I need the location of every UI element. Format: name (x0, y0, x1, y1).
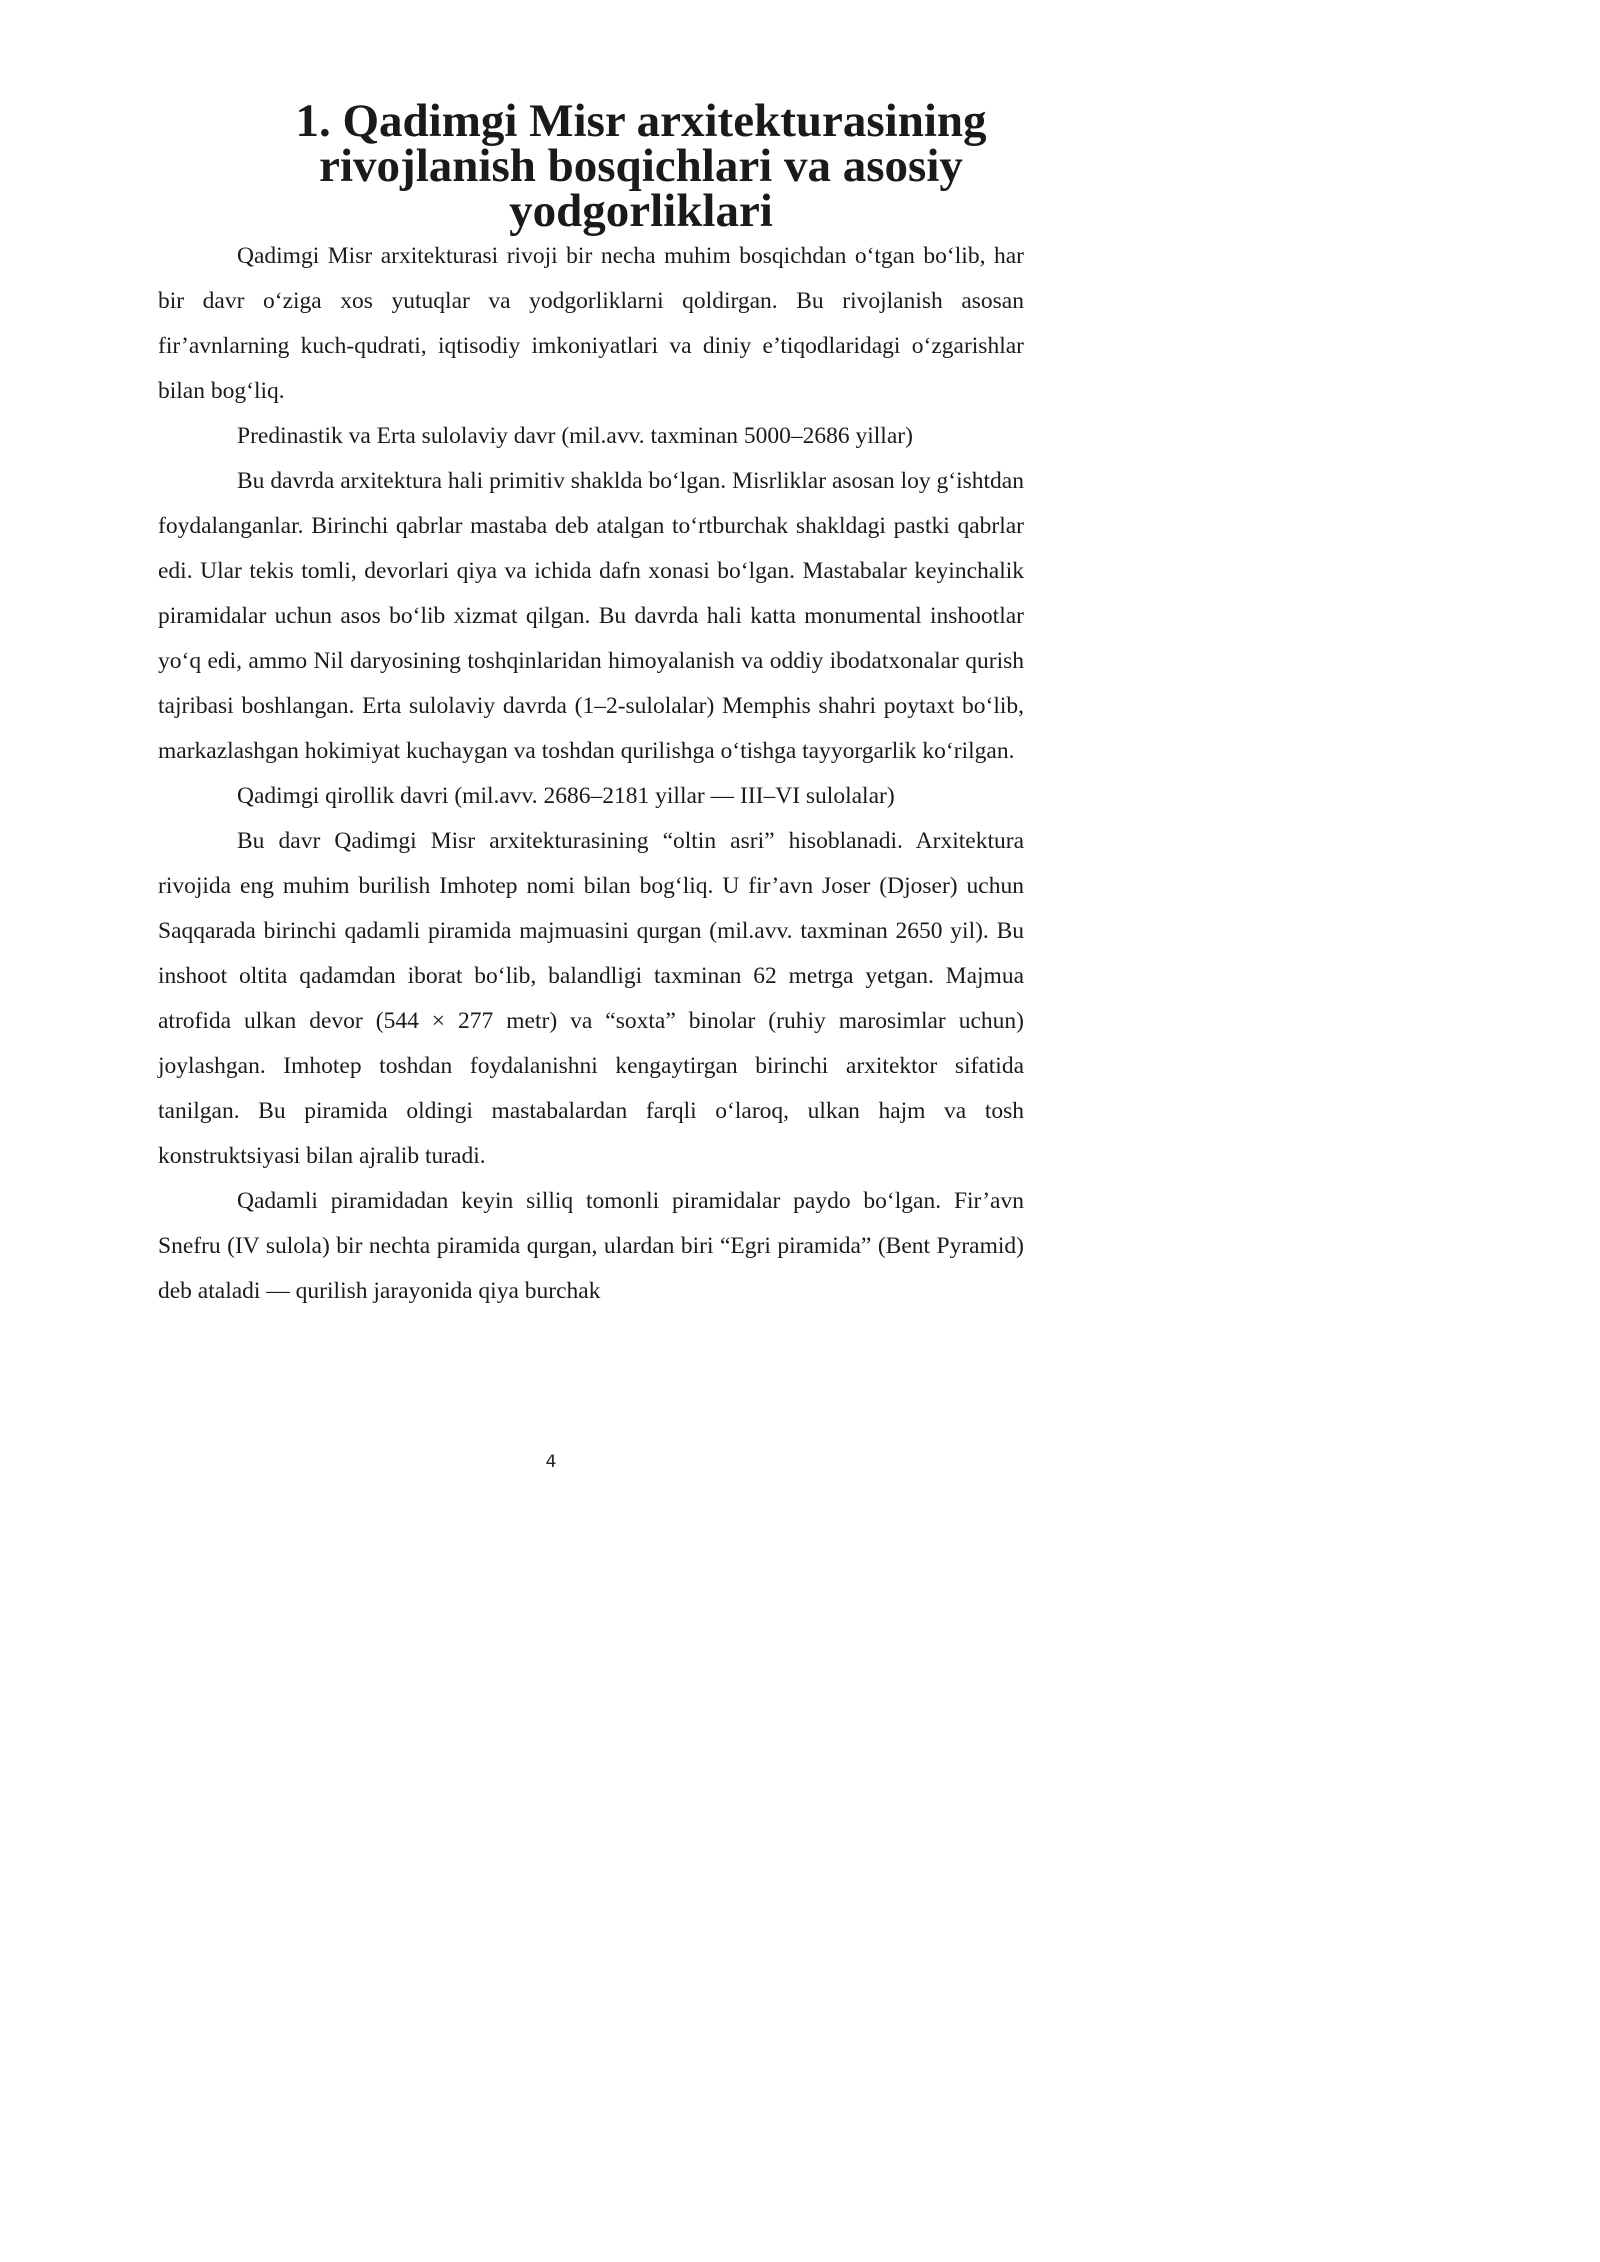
section-title: 1. Qadimgi Misr arxitekturasining rivojlanish bosqichlari va asosiy yodgorliklari (295, 95, 987, 237)
paragraph-old-kingdom: Bu davr Qadimgi Misr arxitekturasining “oltin asri” hisoblanadi. Arxitektura rivojida eng muhim burilish Imhotep nomi bilan bog‘liq. U fir’avn Joser (Djoser) uchun Saqqarada birinchi qadamli piramida majmuasini qurgan (mil.avv. taxminan 2650 yil). Bu inshoot oltita qadamdan iborat bo‘lib, balandligi taxminan 62 metrga yetgan. Majmua atrofida ulkan devor (544 × 277 metr) va “soxta” binolar (ruhiy marosimlar uchun) joylashgan. Imhotep toshdan foydalanishni kengaytirgan birinchi arxitektor sifatida tanilgan. Bu piramida oldingi mastabalardan farqli o‘laroq, ulkan hajm va tosh konstruktsiyasi bilan ajralib turadi. (158, 828, 1024, 1169)
subheading-predynastic: Predinastik va Erta sulolaviy davr (mil.avv. taxminan 5000–2686 yillar) (237, 423, 913, 449)
document-page (0, 0, 1102, 1558)
paragraph-intro: Qadimgi Misr arxitekturasi rivoji bir necha muhim bosqichdan o‘tgan bo‘lib, har bir davr o‘ziga xos yutuqlar va yodgorliklarni qoldirgan. Bu rivojlanish asosan fir’avnlarning kuch-qudrati, iqtisodiy imkoniyatlari va diniy e’tiqodlaridagi o‘zgarishlar bilan bog‘liq. (158, 243, 1024, 404)
subheading-old-kingdom: Qadimgi qirollik davri (mil.avv. 2686–2181 yillar — III–VI sulolalar) (237, 783, 895, 809)
page-number: 4 (545, 1452, 557, 1472)
paragraph-predynastic: Bu davrda arxitektura hali primitiv shaklda bo‘lgan. Misrliklar asosan loy g‘ishtdan foydalanganlar. Birinchi qabrlar mastaba deb atalgan to‘rtburchak shakldagi pastki qabrlar edi. Ular tekis tomli, devorlari qiya va ichida dafn xonasi bo‘lgan. Mastabalar keyinchalik piramidalar uchun asos bo‘lib xizmat qilgan. Bu davrda hali katta monumental inshootlar yo‘q edi, ammo Nil daryosining toshqinlaridan himoyalanish va oddiy ibodatxonalar qurish tajribasi boshlangan. Erta sulolaviy davrda (1–2-sulolalar) Memphis shahri poytaxt bo‘lib, markazlashgan hokimiyat kuchaygan va toshdan qurilishga o‘tishga tayyorgarlik ko‘rilgan. (158, 468, 1024, 764)
paragraph-smooth-pyramids: Qadamli piramidadan keyin silliq tomonli piramidalar paydo bo‘lgan. Fir’avn Snefru (IV sulola) bir nechta piramida qurgan, ulardan biri “Egri piramida” (Bent Pyramid) deb ataladi — qurilish jarayonida qiya burchak (158, 1188, 1024, 1304)
page-body (158, 95, 1024, 1314)
